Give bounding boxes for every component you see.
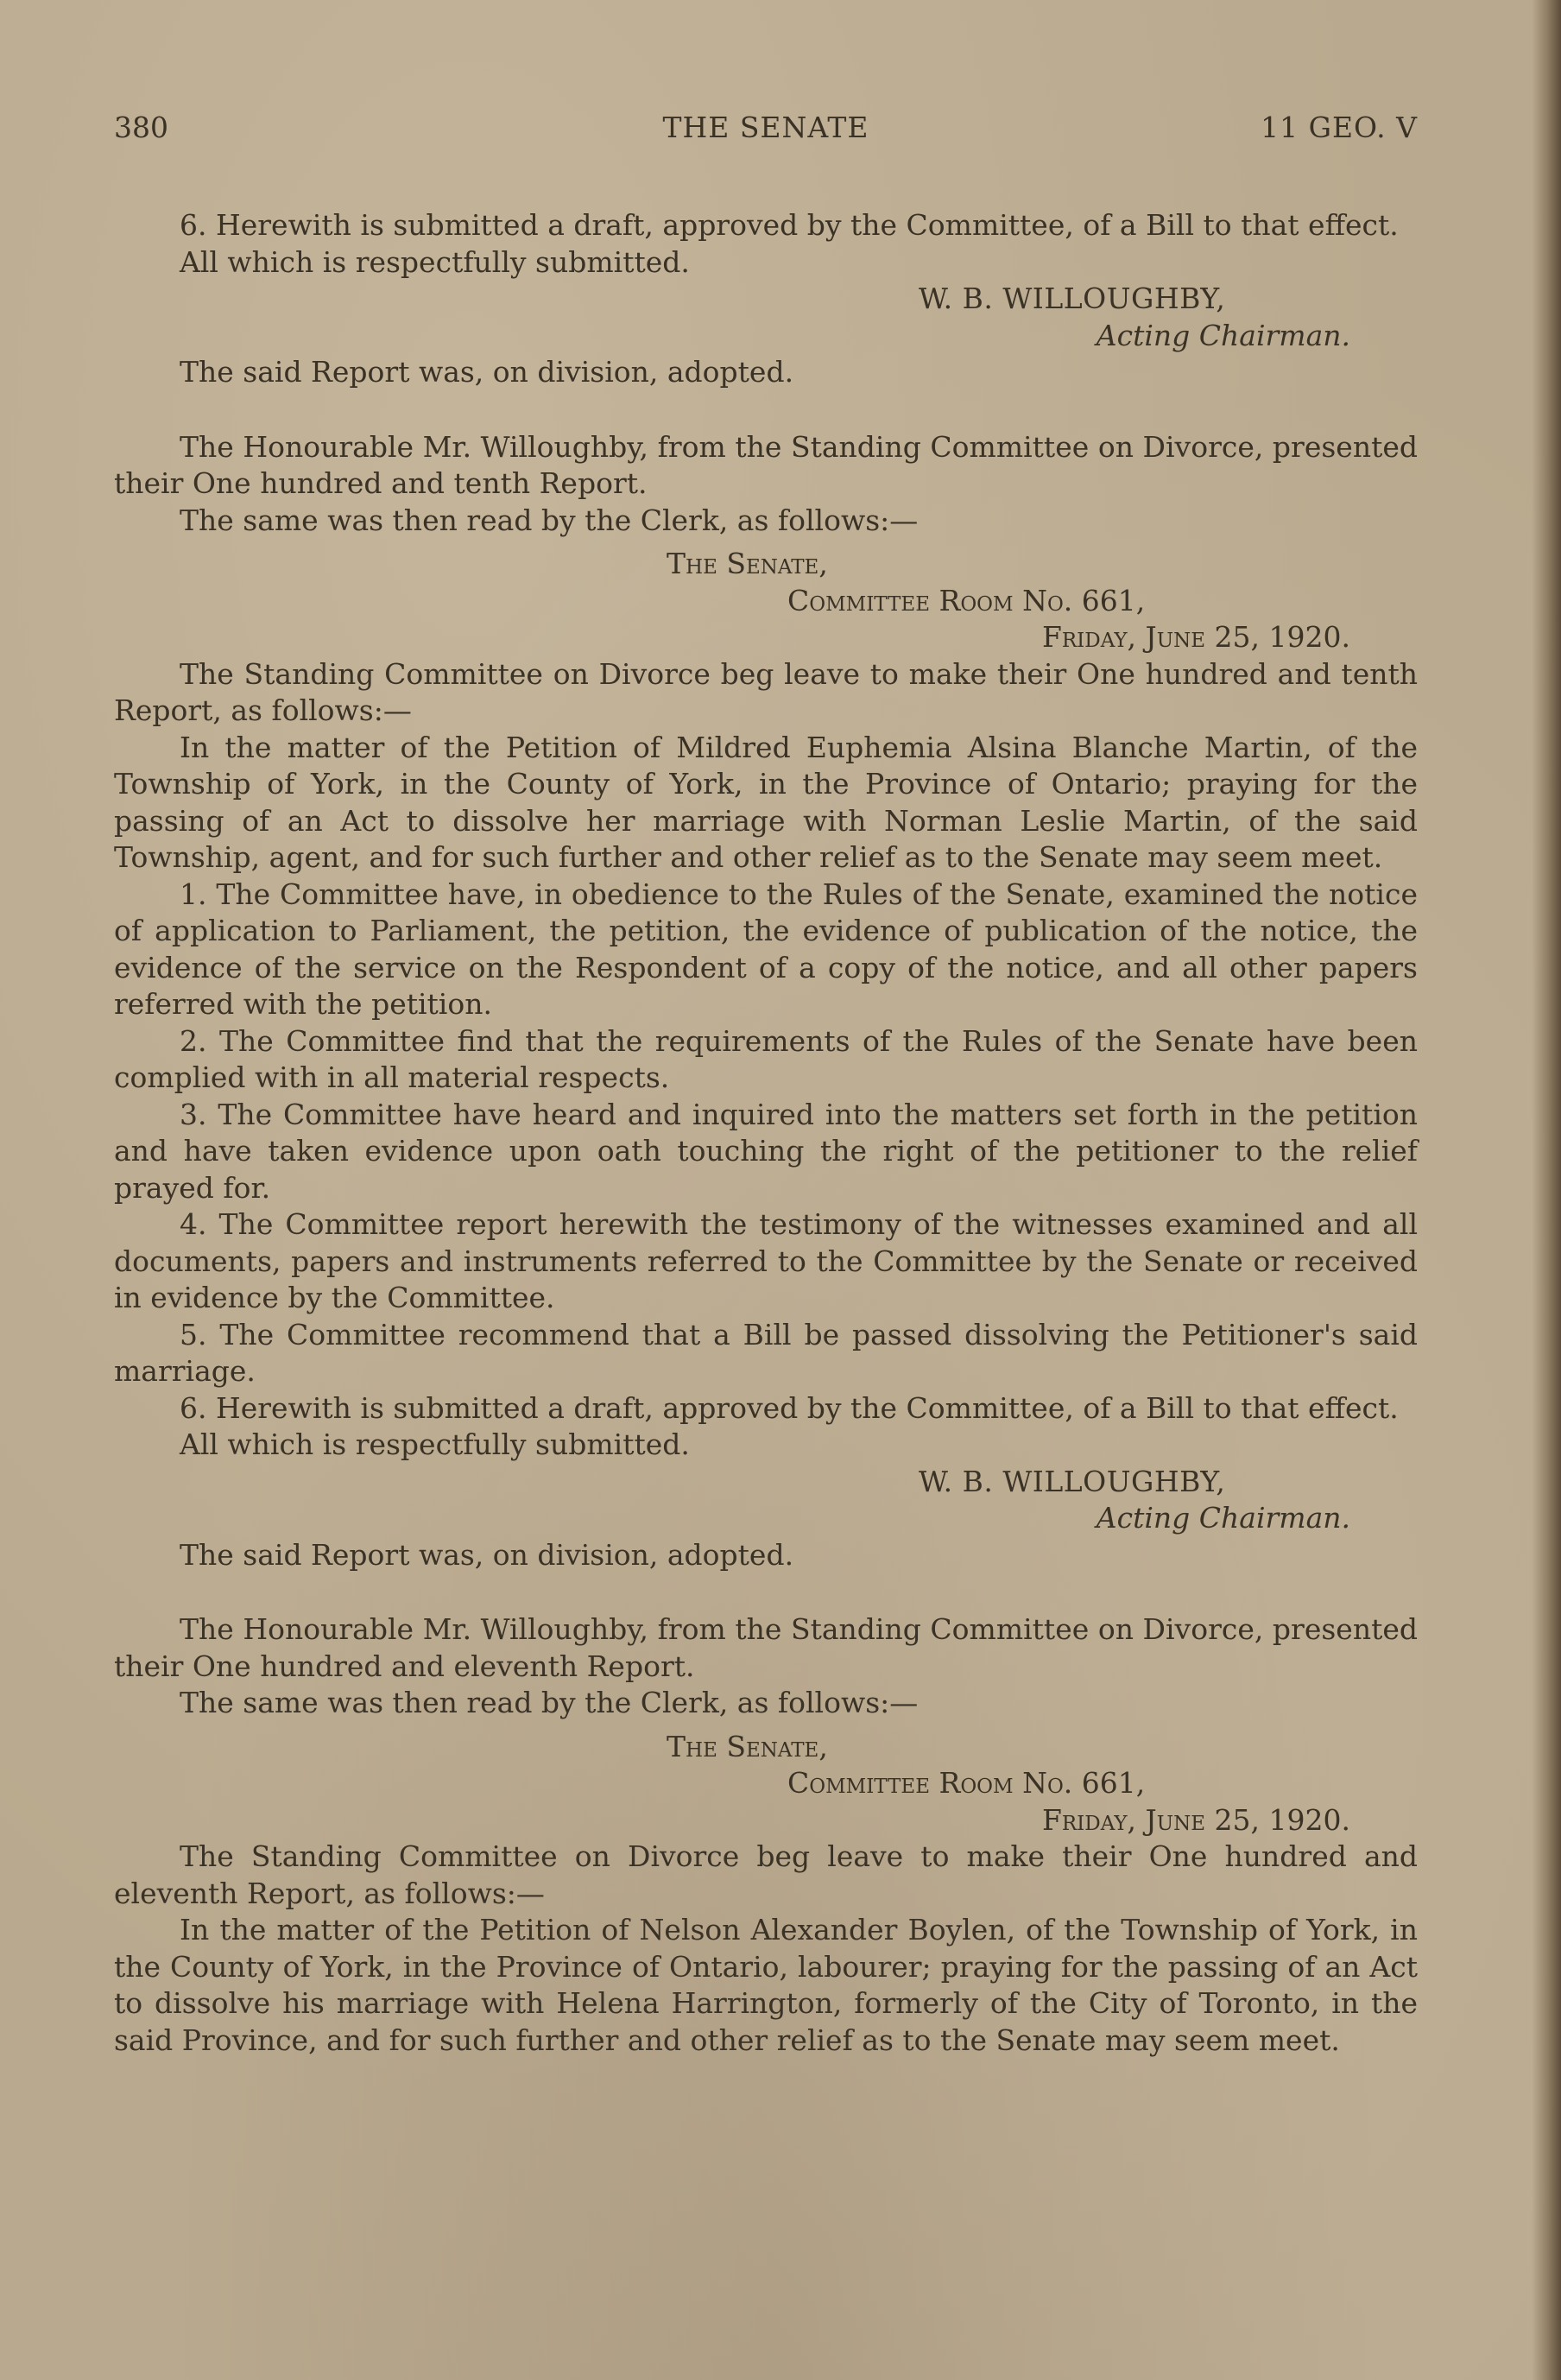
submitted-line: All which is respectfully submitted. xyxy=(180,244,690,279)
report-item-2: 2. The Committee find that the requirements of the Rules of the Senate have been complied with in all material respects. xyxy=(114,1023,1418,1094)
regnal-year: 11 GEO. V xyxy=(1261,111,1418,144)
report-item-3: 3. The Committee have heard and inquired into the matters set forth in the petition and have taken evidence upon oath touching the right of the petitioner to the relief prayed for. xyxy=(114,1097,1418,1205)
address-senate: The Senate, xyxy=(667,1729,828,1763)
signature-name: W. B. WILLOUGHBY, xyxy=(919,282,1226,315)
petition-matter: In the matter of the Petition of Nelson Alexander Boylen, of the Township of York, in the County of York, in the Province of Ontario, labourer; praying for the passing of an Act to dissolve his marriage with Helena Harrington, formerly of the City of Toronto, in the said Province, and for such further and other relief as to the Senate may seem meet. xyxy=(114,1913,1418,2057)
address-date: Friday, June 25, 1920. xyxy=(1041,620,1350,654)
read-line: The same was then read by the Clerk, as follows:— xyxy=(180,1686,919,1719)
address-committee-room: Committee Room No. 661, xyxy=(787,1766,1146,1800)
page-number: 380 xyxy=(114,111,168,144)
report-item-4: 4. The Committee report herewith the testimony of the witnesses examined and all documents, papers and instruments referred to the Committee by the Senate or received in evidence by the Committee. xyxy=(114,1207,1418,1314)
page-edge-shadow xyxy=(1532,0,1561,2380)
report-item-5: 5. The Committee recommend that a Bill be passed dissolving the Petitioner's said marriage. xyxy=(114,1317,1418,1388)
address-senate: The Senate, xyxy=(667,547,828,580)
page-body xyxy=(114,207,1418,2059)
report-item-6: 6. Herewith is submitted a draft, approved by the Committee, of a Bill to that effect. xyxy=(180,1390,1399,1425)
running-header xyxy=(114,111,1418,149)
running-title: THE SENATE xyxy=(662,111,869,144)
submitted-line: All which is respectfully submitted. xyxy=(180,1427,690,1461)
address-date: Friday, June 25, 1920. xyxy=(1041,1802,1350,1837)
signature-title: Acting Chairman. xyxy=(1096,1501,1350,1535)
signature-title: Acting Chairman. xyxy=(1096,318,1350,352)
signature-name: W. B. WILLOUGHBY, xyxy=(919,1464,1226,1498)
presentation-paragraph: The Honourable Mr. Willoughby, from the Standing Committee on Divorce, presented their One hundred and eleventh Report. xyxy=(114,1612,1418,1683)
report-item-1: 1. The Committee have, in obedience to the Rules of the Senate, examined the notice of application to Parliament, the petition, the evidence of publication of the notice, the evidence of the service on the Respondent of a copy of the notice, and all other papers referred with the petition. xyxy=(114,877,1418,1021)
report-intro: The Standing Committee on Divorce beg leave to make their One hundred and eleventh Report, as follows:— xyxy=(114,1839,1418,1910)
address-committee-room: Committee Room No. 661, xyxy=(787,583,1146,617)
adoption-line: The said Report was, on division, adopted. xyxy=(180,1537,794,1572)
read-line: The same was then read by the Clerk, as follows:— xyxy=(180,503,919,537)
presentation-paragraph: The Honourable Mr. Willoughby, from the Standing Committee on Divorce, presented their One hundred and tenth Report. xyxy=(114,429,1418,500)
report-intro: The Standing Committee on Divorce beg leave to make their One hundred and tenth Report, as follows:— xyxy=(114,656,1418,727)
petition-matter: In the matter of the Petition of Mildred Euphemia Alsina Blanche Martin, of the Township of York, in the County of York, in the Province of Ontario; praying for the passing of an Act to dissolve her marriage with Norman Leslie Martin, of the said Township, agent, and for such further and other relief as to the Senate may seem meet. xyxy=(114,730,1418,874)
report-item-6: 6. Herewith is submitted a draft, approved by the Committee, of a Bill to that effect. xyxy=(180,208,1399,242)
adoption-line: The said Report was, on division, adopted. xyxy=(180,355,794,389)
